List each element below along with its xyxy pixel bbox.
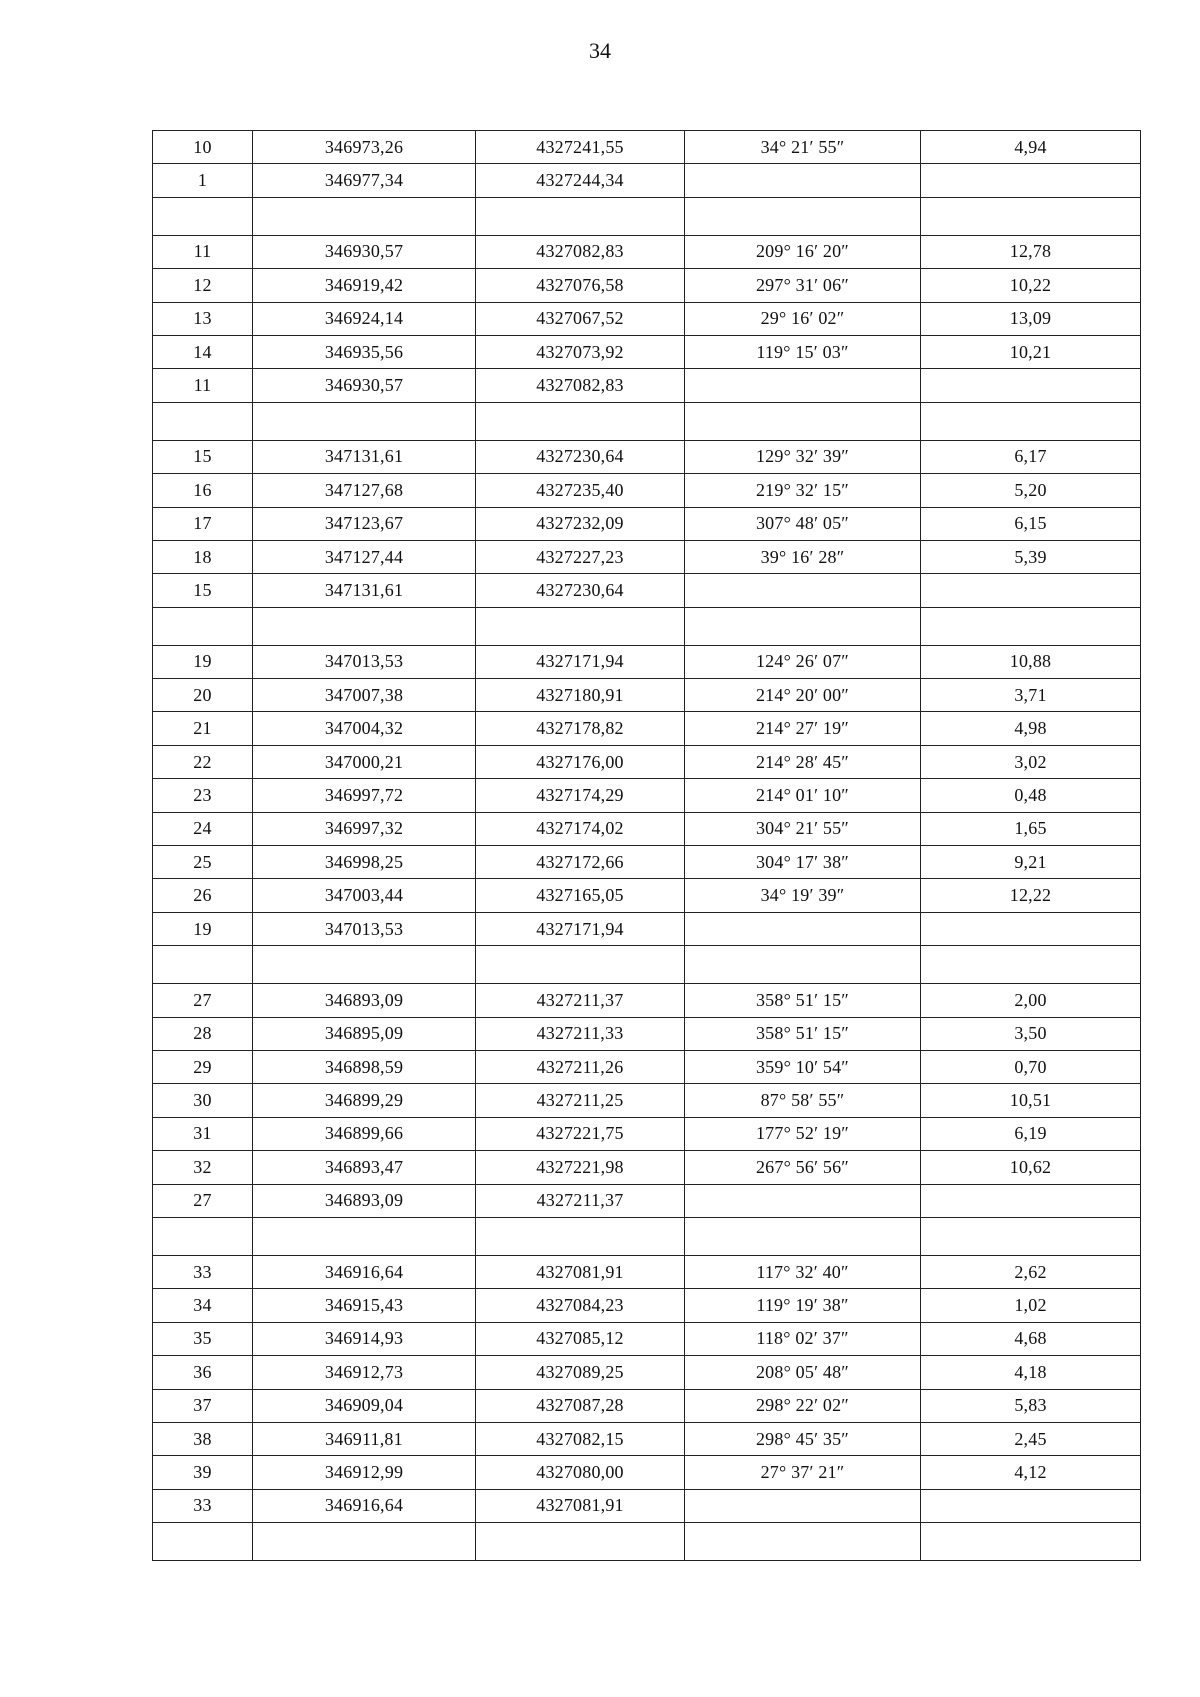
x-coordinate-cell: 346916,64: [253, 1489, 476, 1522]
x-coordinate-cell: 347000,21: [253, 745, 476, 778]
x-coordinate-cell: 347003,44: [253, 879, 476, 912]
bearing-cell: 214° 20′ 00″: [685, 679, 921, 712]
distance-cell: 5,83: [921, 1389, 1141, 1422]
bearing-cell: 214° 27′ 19″: [685, 712, 921, 745]
point-number-cell: 15: [153, 574, 253, 607]
x-coordinate-cell: 346895,09: [253, 1017, 476, 1050]
table-row: [153, 1389, 1141, 1422]
point-number-cell: 30: [153, 1084, 253, 1117]
distance-cell: 13,09: [921, 302, 1141, 335]
bearing-cell: 177° 52′ 19″: [685, 1117, 921, 1150]
x-coordinate-cell: 346893,47: [253, 1151, 476, 1184]
x-coordinate-cell: 346899,29: [253, 1084, 476, 1117]
y-coordinate-cell: 4327178,82: [476, 712, 685, 745]
table-row: [153, 879, 1141, 912]
point-number-cell: 24: [153, 812, 253, 845]
distance-cell: 6,17: [921, 440, 1141, 473]
point-number-cell: 33: [153, 1489, 253, 1522]
y-coordinate-cell: 4327089,25: [476, 1356, 685, 1389]
distance-cell: 5,39: [921, 540, 1141, 573]
point-number-cell: [153, 946, 253, 984]
x-coordinate-cell: 347127,68: [253, 474, 476, 507]
bearing-cell: [685, 402, 921, 440]
point-number-cell: 10: [153, 131, 253, 164]
table-row: [153, 712, 1141, 745]
y-coordinate-cell: 4327081,91: [476, 1489, 685, 1522]
distance-cell: 0,48: [921, 779, 1141, 812]
distance-cell: 10,51: [921, 1084, 1141, 1117]
distance-cell: 4,94: [921, 131, 1141, 164]
x-coordinate-cell: 346911,81: [253, 1422, 476, 1455]
x-coordinate-cell: 346997,32: [253, 812, 476, 845]
table-row: [153, 645, 1141, 678]
y-coordinate-cell: 4327084,23: [476, 1289, 685, 1322]
point-number-cell: 19: [153, 912, 253, 945]
distance-cell: 3,71: [921, 679, 1141, 712]
x-coordinate-cell: [253, 1217, 476, 1255]
table-row: [153, 474, 1141, 507]
point-number-cell: 33: [153, 1255, 253, 1288]
y-coordinate-cell: 4327241,55: [476, 131, 685, 164]
x-coordinate-cell: 346924,14: [253, 302, 476, 335]
x-coordinate-cell: 346935,56: [253, 335, 476, 368]
distance-cell: [921, 574, 1141, 607]
bearing-cell: 307° 48′ 05″: [685, 507, 921, 540]
distance-cell: 4,68: [921, 1322, 1141, 1355]
y-coordinate-cell: 4327230,64: [476, 440, 685, 473]
y-coordinate-cell: 4327080,00: [476, 1456, 685, 1489]
bearing-cell: 304° 17′ 38″: [685, 846, 921, 879]
x-coordinate-cell: 346997,72: [253, 779, 476, 812]
bearing-cell: [685, 197, 921, 235]
distance-cell: 10,62: [921, 1151, 1141, 1184]
y-coordinate-cell: 4327211,37: [476, 984, 685, 1017]
x-coordinate-cell: [253, 402, 476, 440]
bearing-cell: 297° 31′ 06″: [685, 269, 921, 302]
table-row: [153, 369, 1141, 402]
distance-cell: 3,02: [921, 745, 1141, 778]
distance-cell: 1,02: [921, 1289, 1141, 1322]
distance-cell: [921, 1217, 1141, 1255]
y-coordinate-cell: [476, 946, 685, 984]
table-row: [153, 540, 1141, 573]
bearing-cell: 124° 26′ 07″: [685, 645, 921, 678]
table-row: [153, 440, 1141, 473]
table-row: [153, 1184, 1141, 1217]
point-number-cell: 21: [153, 712, 253, 745]
table-row: [153, 574, 1141, 607]
x-coordinate-cell: 346898,59: [253, 1050, 476, 1083]
page-number: 34: [589, 38, 611, 63]
table-row: [153, 1017, 1141, 1050]
bearing-cell: 298° 45′ 35″: [685, 1422, 921, 1455]
bearing-cell: 214° 01′ 10″: [685, 779, 921, 812]
distance-cell: [921, 1489, 1141, 1522]
y-coordinate-cell: 4327085,12: [476, 1322, 685, 1355]
distance-cell: 10,88: [921, 645, 1141, 678]
distance-cell: 12,78: [921, 235, 1141, 268]
point-number-cell: 31: [153, 1117, 253, 1150]
y-coordinate-cell: 4327232,09: [476, 507, 685, 540]
point-number-cell: 27: [153, 984, 253, 1017]
x-coordinate-cell: [253, 197, 476, 235]
distance-cell: 4,98: [921, 712, 1141, 745]
point-number-cell: 11: [153, 369, 253, 402]
table-row: [153, 1523, 1141, 1561]
bearing-cell: 34° 21′ 55″: [685, 131, 921, 164]
table-row: [153, 1084, 1141, 1117]
bearing-cell: [685, 1184, 921, 1217]
bearing-cell: [685, 1217, 921, 1255]
table-row: [153, 1255, 1141, 1288]
bearing-cell: 39° 16′ 28″: [685, 540, 921, 573]
x-coordinate-cell: [253, 1523, 476, 1561]
table-row: [153, 1050, 1141, 1083]
distance-cell: 3,50: [921, 1017, 1141, 1050]
distance-cell: 10,21: [921, 335, 1141, 368]
table-row: [153, 1289, 1141, 1322]
y-coordinate-cell: 4327082,83: [476, 235, 685, 268]
bearing-cell: [685, 912, 921, 945]
x-coordinate-cell: 346914,93: [253, 1322, 476, 1355]
y-coordinate-cell: 4327230,64: [476, 574, 685, 607]
distance-cell: 2,62: [921, 1255, 1141, 1288]
point-number-cell: 13: [153, 302, 253, 335]
bearing-cell: [685, 607, 921, 645]
y-coordinate-cell: [476, 402, 685, 440]
bearing-cell: 129° 32′ 39″: [685, 440, 921, 473]
distance-cell: [921, 912, 1141, 945]
bearing-cell: [685, 946, 921, 984]
x-coordinate-cell: 346893,09: [253, 984, 476, 1017]
y-coordinate-cell: 4327211,33: [476, 1017, 685, 1050]
distance-cell: 2,45: [921, 1422, 1141, 1455]
x-coordinate-cell: 347123,67: [253, 507, 476, 540]
x-coordinate-cell: 346912,99: [253, 1456, 476, 1489]
point-number-cell: 32: [153, 1151, 253, 1184]
distance-cell: 4,12: [921, 1456, 1141, 1489]
table-row: [153, 197, 1141, 235]
distance-cell: [921, 197, 1141, 235]
bearing-cell: 118° 02′ 37″: [685, 1322, 921, 1355]
x-coordinate-cell: 346893,09: [253, 1184, 476, 1217]
point-number-cell: [153, 1523, 253, 1561]
distance-cell: 10,22: [921, 269, 1141, 302]
y-coordinate-cell: 4327174,29: [476, 779, 685, 812]
point-number-cell: 38: [153, 1422, 253, 1455]
x-coordinate-cell: 347013,53: [253, 645, 476, 678]
table-row: [153, 846, 1141, 879]
y-coordinate-cell: [476, 1523, 685, 1561]
point-number-cell: [153, 197, 253, 235]
x-coordinate-cell: 346930,57: [253, 369, 476, 402]
bearing-cell: 29° 16′ 02″: [685, 302, 921, 335]
point-number-cell: 35: [153, 1322, 253, 1355]
table-row: [153, 779, 1141, 812]
distance-cell: 1,65: [921, 812, 1141, 845]
bearing-cell: [685, 1523, 921, 1561]
table-row: [153, 745, 1141, 778]
table-row: [153, 507, 1141, 540]
point-number-cell: 27: [153, 1184, 253, 1217]
table-row: [153, 269, 1141, 302]
point-number-cell: 17: [153, 507, 253, 540]
table-row: [153, 1456, 1141, 1489]
x-coordinate-cell: 347007,38: [253, 679, 476, 712]
bearing-cell: 34° 19′ 39″: [685, 879, 921, 912]
point-number-cell: 15: [153, 440, 253, 473]
table-row: [153, 235, 1141, 268]
table-row: [153, 1151, 1141, 1184]
point-number-cell: 39: [153, 1456, 253, 1489]
point-number-cell: 37: [153, 1389, 253, 1422]
y-coordinate-cell: 4327221,98: [476, 1151, 685, 1184]
distance-cell: 9,21: [921, 846, 1141, 879]
bearing-cell: 117° 32′ 40″: [685, 1255, 921, 1288]
table-row: [153, 984, 1141, 1017]
coordinates-table: [152, 130, 1141, 1561]
y-coordinate-cell: 4327180,91: [476, 679, 685, 712]
y-coordinate-cell: 4327073,92: [476, 335, 685, 368]
y-coordinate-cell: 4327211,25: [476, 1084, 685, 1117]
x-coordinate-cell: 347127,44: [253, 540, 476, 573]
bearing-cell: 208° 05′ 48″: [685, 1356, 921, 1389]
x-coordinate-cell: 346930,57: [253, 235, 476, 268]
point-number-cell: 29: [153, 1050, 253, 1083]
point-number-cell: 14: [153, 335, 253, 368]
bearing-cell: [685, 574, 921, 607]
table-row: [153, 1489, 1141, 1522]
x-coordinate-cell: 346915,43: [253, 1289, 476, 1322]
bearing-cell: 267° 56′ 56″: [685, 1151, 921, 1184]
table-row: [153, 1117, 1141, 1150]
bearing-cell: 358° 51′ 15″: [685, 1017, 921, 1050]
point-number-cell: 12: [153, 269, 253, 302]
x-coordinate-cell: 346909,04: [253, 1389, 476, 1422]
table-row: [153, 679, 1141, 712]
y-coordinate-cell: 4327171,94: [476, 645, 685, 678]
table-row: [153, 607, 1141, 645]
bearing-cell: 209° 16′ 20″: [685, 235, 921, 268]
point-number-cell: 20: [153, 679, 253, 712]
distance-cell: [921, 369, 1141, 402]
y-coordinate-cell: 4327171,94: [476, 912, 685, 945]
distance-cell: 12,22: [921, 879, 1141, 912]
x-coordinate-cell: 346977,34: [253, 164, 476, 197]
distance-cell: [921, 1184, 1141, 1217]
bearing-cell: 298° 22′ 02″: [685, 1389, 921, 1422]
point-number-cell: 1: [153, 164, 253, 197]
distance-cell: [921, 402, 1141, 440]
x-coordinate-cell: [253, 607, 476, 645]
y-coordinate-cell: [476, 197, 685, 235]
y-coordinate-cell: 4327081,91: [476, 1255, 685, 1288]
distance-cell: [921, 1523, 1141, 1561]
table-row: [153, 164, 1141, 197]
y-coordinate-cell: 4327221,75: [476, 1117, 685, 1150]
x-coordinate-cell: 347013,53: [253, 912, 476, 945]
bearing-cell: 214° 28′ 45″: [685, 745, 921, 778]
table-row: [153, 1356, 1141, 1389]
bearing-cell: [685, 369, 921, 402]
x-coordinate-cell: 346973,26: [253, 131, 476, 164]
x-coordinate-cell: 347131,61: [253, 574, 476, 607]
y-coordinate-cell: 4327211,26: [476, 1050, 685, 1083]
distance-cell: 4,18: [921, 1356, 1141, 1389]
point-number-cell: 28: [153, 1017, 253, 1050]
table-row: [153, 402, 1141, 440]
y-coordinate-cell: 4327176,00: [476, 745, 685, 778]
point-number-cell: 36: [153, 1356, 253, 1389]
distance-cell: 2,00: [921, 984, 1141, 1017]
table-row: [153, 335, 1141, 368]
coordinates-table-body: [153, 131, 1141, 1561]
x-coordinate-cell: 347131,61: [253, 440, 476, 473]
distance-cell: 6,19: [921, 1117, 1141, 1150]
x-coordinate-cell: 346916,64: [253, 1255, 476, 1288]
point-number-cell: 23: [153, 779, 253, 812]
point-number-cell: 26: [153, 879, 253, 912]
x-coordinate-cell: 346912,73: [253, 1356, 476, 1389]
y-coordinate-cell: 4327067,52: [476, 302, 685, 335]
distance-cell: [921, 946, 1141, 984]
y-coordinate-cell: 4327165,05: [476, 879, 685, 912]
bearing-cell: 119° 15′ 03″: [685, 335, 921, 368]
point-number-cell: 11: [153, 235, 253, 268]
bearing-cell: 219° 32′ 15″: [685, 474, 921, 507]
y-coordinate-cell: 4327172,66: [476, 846, 685, 879]
point-number-cell: 18: [153, 540, 253, 573]
distance-cell: [921, 607, 1141, 645]
y-coordinate-cell: [476, 1217, 685, 1255]
x-coordinate-cell: 347004,32: [253, 712, 476, 745]
y-coordinate-cell: 4327235,40: [476, 474, 685, 507]
distance-cell: 0,70: [921, 1050, 1141, 1083]
distance-cell: 6,15: [921, 507, 1141, 540]
y-coordinate-cell: 4327211,37: [476, 1184, 685, 1217]
point-number-cell: 34: [153, 1289, 253, 1322]
point-number-cell: [153, 402, 253, 440]
point-number-cell: [153, 1217, 253, 1255]
point-number-cell: 19: [153, 645, 253, 678]
table-row: [153, 946, 1141, 984]
bearing-cell: 27° 37′ 21″: [685, 1456, 921, 1489]
y-coordinate-cell: 4327174,02: [476, 812, 685, 845]
bearing-cell: [685, 164, 921, 197]
bearing-cell: 119° 19′ 38″: [685, 1289, 921, 1322]
y-coordinate-cell: [476, 607, 685, 645]
bearing-cell: 358° 51′ 15″: [685, 984, 921, 1017]
bearing-cell: 359° 10′ 54″: [685, 1050, 921, 1083]
table-row: [153, 1322, 1141, 1355]
x-coordinate-cell: [253, 946, 476, 984]
x-coordinate-cell: 346998,25: [253, 846, 476, 879]
bearing-cell: 304° 21′ 55″: [685, 812, 921, 845]
table-row: [153, 1217, 1141, 1255]
y-coordinate-cell: 4327087,28: [476, 1389, 685, 1422]
table-row: [153, 1422, 1141, 1455]
point-number-cell: [153, 607, 253, 645]
y-coordinate-cell: 4327082,83: [476, 369, 685, 402]
bearing-cell: 87° 58′ 55″: [685, 1084, 921, 1117]
table-row: [153, 812, 1141, 845]
y-coordinate-cell: 4327082,15: [476, 1422, 685, 1455]
y-coordinate-cell: 4327076,58: [476, 269, 685, 302]
distance-cell: [921, 164, 1141, 197]
bearing-cell: [685, 1489, 921, 1522]
distance-cell: 5,20: [921, 474, 1141, 507]
x-coordinate-cell: 346919,42: [253, 269, 476, 302]
point-number-cell: 25: [153, 846, 253, 879]
y-coordinate-cell: 4327244,34: [476, 164, 685, 197]
table-row: [153, 912, 1141, 945]
table-row: [153, 302, 1141, 335]
table-row: [153, 131, 1141, 164]
y-coordinate-cell: 4327227,23: [476, 540, 685, 573]
point-number-cell: 22: [153, 745, 253, 778]
x-coordinate-cell: 346899,66: [253, 1117, 476, 1150]
point-number-cell: 16: [153, 474, 253, 507]
